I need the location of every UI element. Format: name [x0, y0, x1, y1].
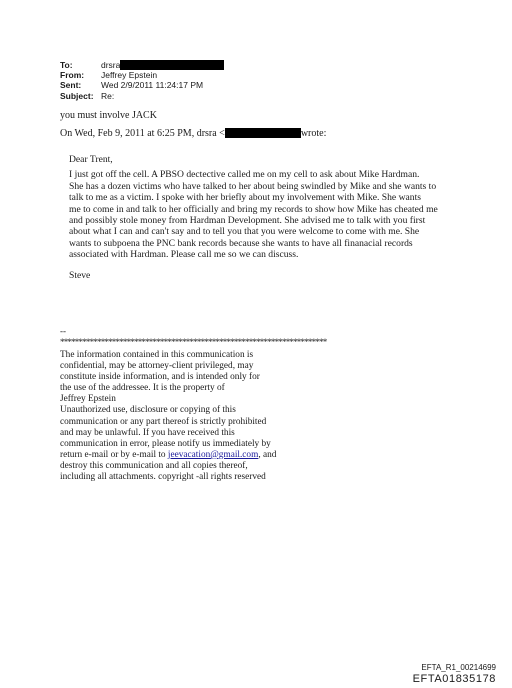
disclaimer-line: communication in error, please notify us immediately by [60, 438, 271, 449]
from-value: Jeffrey Epstein [101, 70, 158, 81]
to-value [101, 60, 224, 70]
quote-intro-before: On Wed, Feb 9, 2011 at 6:25 PM, drsra < [60, 128, 225, 139]
sent-label: Sent: [60, 80, 82, 91]
subject-row [60, 91, 224, 101]
body-line: wants to subpoena the PNC bank records because she wants to have all finanacial records [69, 237, 413, 249]
to-value-text: drsra [101, 60, 121, 70]
disclaimer-line: including all attachments. copyright -all rights reserved [60, 472, 266, 483]
subject-value: Re: [101, 90, 115, 101]
disclaimer-line: Jeffrey Epstein [60, 394, 116, 405]
quote-intro-after: wrote: [300, 128, 327, 139]
reply-text: you must involve JACK [60, 110, 157, 121]
redaction-bar [120, 60, 224, 70]
greeting: Dear Trent, [69, 154, 113, 165]
disclaimer-line: constitute inside information, and is intended only for [60, 372, 260, 383]
to-row [60, 60, 224, 70]
separator-dash: -- [60, 326, 66, 336]
disclaimer-line: The information contained in this communication is [60, 350, 254, 360]
quoted-message [69, 154, 438, 261]
disclaimer-line: communication or any part thereof is strictly prohibited [60, 416, 267, 427]
body-line: me to come in and talk to her officially and bring my records to show how Mike has cheated me [69, 203, 438, 215]
body-line: about what I can and can't say and to tell you that you were welcome to come with me. She [69, 226, 420, 238]
email-line-after: , and [258, 449, 277, 460]
email-link[interactable]: jeevacation@gmail.com [167, 449, 259, 460]
sent-row [60, 80, 224, 90]
body-line: talk to me as a victim. I spoke with her briefly about my involvement with Mike. She wants [69, 192, 421, 204]
redaction-bar [225, 128, 301, 138]
body-line: and possibly stole money from Hardman Development. She advised me to talk with you first [69, 215, 426, 227]
from-row [60, 70, 224, 80]
bates-number: EFTA01835178 [412, 673, 496, 685]
disclaimer [60, 350, 276, 483]
signature: Steve [69, 270, 91, 281]
separator-stars: ************************************************************************ [60, 337, 327, 347]
body-line: associated with Hardman. Please call me so we can discuss. [69, 249, 299, 261]
disclaimer-line: and may be unlawful. If you have received this [60, 427, 235, 438]
disclaimer-line: confidential, may be attorney-client privileged, may [60, 361, 254, 372]
to-label: To: [60, 60, 73, 70]
sent-value: Wed 2/9/2011 11:24:17 PM [101, 80, 204, 91]
bates-number-small: EFTA_R1_00214699 [421, 663, 496, 672]
body-line: She has a dozen victims who have talked to her about being swindled by Mike and she wants to [69, 180, 437, 192]
disclaimer-line: Unauthorized use, disclosure or copying of this [60, 405, 236, 416]
disclaimer-line: destroy this communication and all copies thereof, [60, 460, 248, 471]
disclaimer-email-line [60, 450, 276, 461]
from-label: From: [60, 70, 85, 81]
email-header [60, 60, 224, 101]
quote-intro [60, 128, 326, 139]
body-line: I just got off the cell. A PBSO dectective called me on my cell to ask about Mike Hardman. [69, 169, 420, 181]
disclaimer-line: the use of the addressee. It is the property of [60, 383, 225, 394]
subject-label: Subject: [60, 90, 94, 101]
email-line-before: return e-mail or by e-mail to [60, 449, 168, 460]
